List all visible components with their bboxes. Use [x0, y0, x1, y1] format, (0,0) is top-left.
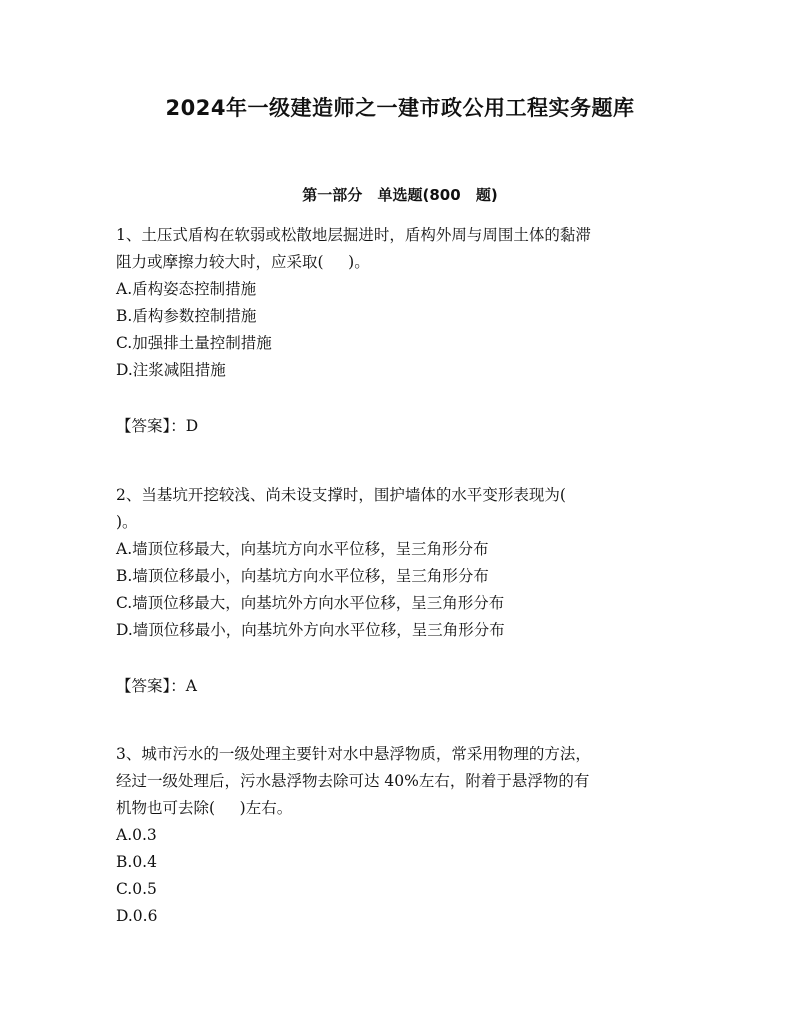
- question-stem-line: 3、城市污水的一级处理主要针对水中悬浮物质，常采用物理的方法，: [116, 745, 591, 763]
- question-stem-line: 阻力或摩擦力较大时，应采取( )。: [116, 253, 370, 271]
- question-stem-line: 2、当基坑开挖较浅、尚未设支撑时，围护墙体的水平变形表现为(: [116, 486, 566, 504]
- question-stem-line: 机物也可去除( )左右。: [116, 799, 293, 817]
- option-a: A.0.3: [116, 826, 157, 844]
- answer-label: 【答案】：: [116, 417, 186, 435]
- section-heading: 第一部分 单选题(800 题): [302, 186, 498, 204]
- option-a: A.墙顶位移最大，向基坑方向水平位移，呈三角形分布: [116, 540, 489, 558]
- option-b: B.墙顶位移最小，向基坑方向水平位移，呈三角形分布: [116, 567, 489, 585]
- document-title: 2024年一级建造师之一建市政公用工程实务题库: [165, 96, 635, 120]
- answer-1: [116, 413, 198, 440]
- option-c: C.加强排土量控制措施: [116, 334, 272, 352]
- option-d: D.0.6: [116, 907, 158, 925]
- option-d: D.注浆减阻措施: [116, 361, 226, 379]
- option-d: D.墙顶位移最小，向基坑外方向水平位移，呈三角形分布: [116, 621, 505, 639]
- option-c: C.墙顶位移最大，向基坑外方向水平位移，呈三角形分布: [116, 594, 505, 612]
- question-stem-line: 1、土压式盾构在软弱或松散地层掘进时，盾构外周与周围土体的黏滞: [116, 226, 591, 244]
- question-2: [116, 482, 684, 644]
- option-a: A.盾构姿态控制措施: [116, 280, 257, 298]
- option-b: B.0.4: [116, 853, 157, 871]
- question-3: [116, 741, 684, 930]
- answer-value: D: [185, 417, 199, 435]
- answer-value: A: [185, 677, 197, 695]
- question-stem-line: )。: [116, 513, 138, 531]
- question-stem-line: 经过一级处理后，污水悬浮物去除可达 40%左右，附着于悬浮物的有: [116, 772, 590, 790]
- answer-label: 【答案】：: [116, 677, 186, 695]
- option-b: B.盾构参数控制措施: [116, 307, 257, 325]
- question-1: [116, 222, 684, 384]
- option-c: C.0.5: [116, 880, 157, 898]
- answer-2: [116, 673, 197, 700]
